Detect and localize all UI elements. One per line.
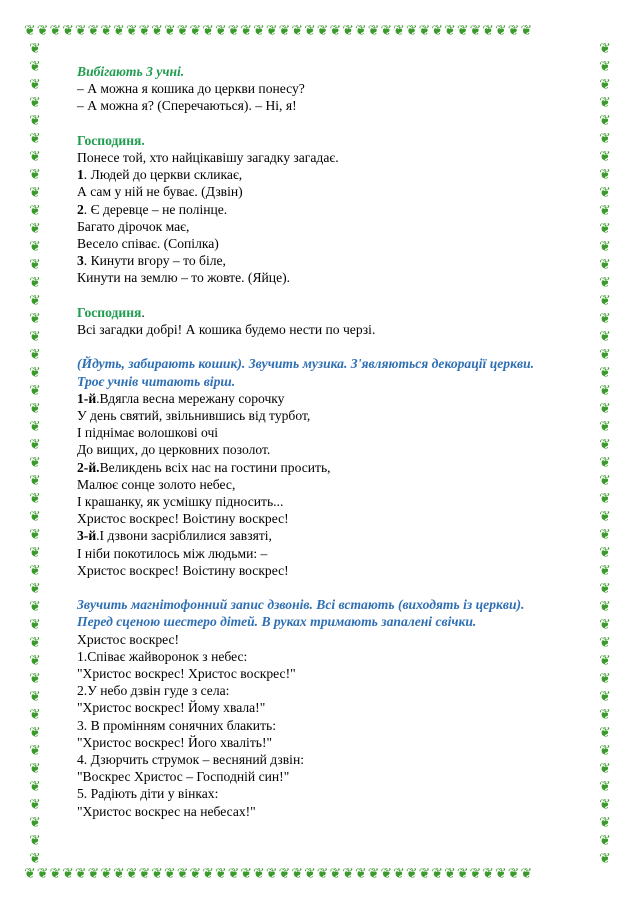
reader-label: 3-й [77, 528, 97, 544]
poem-line: І піднімає волошкові очі [77, 425, 219, 441]
poem-line: Христос воскрес! Воістину воскрес! [77, 562, 289, 578]
poem-text: .Вдягла весна мережану сорочку [96, 390, 285, 406]
poem-line: 3. В промінням сонячних блакить: [77, 717, 276, 733]
s3-heading: Господиня [77, 304, 142, 320]
riddle-2 [77, 201, 597, 218]
riddle-1 [77, 166, 597, 183]
poem-line: І ніби покотилось між людьми: – [77, 545, 268, 561]
poem-line: 5. Радіють діти у вінках: [77, 786, 219, 802]
poem-text: .І дзвони засріблилися завзяті, [96, 528, 272, 544]
poem-line: 1.Співає жайворонок з небес: [77, 648, 248, 664]
paragraph-gap [77, 579, 597, 596]
stage-direction [77, 355, 597, 372]
speaker-heading [77, 304, 597, 321]
speaker-heading [77, 132, 597, 149]
paragraph-gap [77, 115, 597, 132]
poem-line: "Воскрес Христос – Господній син!" [77, 769, 290, 785]
poem-line: "Христос воскрес! Йому хвала!" [77, 700, 266, 716]
stage-direction-heading [77, 63, 597, 80]
s1-heading: Вибігають 3 учні. [77, 64, 185, 79]
poem-line: 4. Дзюрчить струмок – весняний дзвін: [77, 752, 305, 768]
direction-text: Перед сценою шестеро дітей. В руках тримають запалені свічки. [77, 614, 477, 630]
poem-text: Великдень всіх нас на гостини просить, [99, 459, 331, 475]
reader-label: 2-й. [77, 459, 100, 475]
poem-line: У день святий, звільнившись від турбот, [77, 408, 311, 424]
ornament-border-right: ❦❦❦❦❦❦❦❦❦❦❦❦❦❦❦❦❦❦❦❦❦❦❦❦❦❦❦❦❦❦❦❦❦❦❦❦❦❦❦❦❦❦❦❦❦❦ [599, 41, 611, 865]
ornament-border-left: ❦❦❦❦❦❦❦❦❦❦❦❦❦❦❦❦❦❦❦❦❦❦❦❦❦❦❦❦❦❦❦❦❦❦❦❦❦❦❦❦❦❦❦❦❦❦ [29, 41, 41, 865]
text-line: А сам у ній не буває. (Дзвін) [77, 184, 243, 200]
poem-line [77, 527, 597, 544]
direction-text: Троє учнів читають вірш. [77, 373, 236, 389]
direction-text: (Йдуть, забирають кошик). Звучить музика. З'являються декорації церкви. [77, 356, 535, 372]
riddle-number: 2 [77, 201, 84, 217]
poem-line: Христос воскрес! Воістину воскрес! [77, 511, 289, 527]
ornament-border-top: ❦❦❦❦❦❦❦❦❦❦❦❦❦❦❦❦❦❦❦❦❦❦❦❦❦❦❦❦❦❦❦❦❦❦❦❦❦❦❦❦ [24, 23, 534, 39]
s2-heading: Господиня. [77, 132, 145, 148]
riddle-text: . Кинути вгору – то біле, [83, 253, 226, 269]
ornament-border-bottom: ❦❦❦❦❦❦❦❦❦❦❦❦❦❦❦❦❦❦❦❦❦❦❦❦❦❦❦❦❦❦❦❦❦❦❦❦❦❦❦❦ [24, 866, 534, 882]
text-line: Весело співає. (Сопілка) [77, 236, 219, 252]
riddle-number: 3 [77, 253, 84, 269]
text-line: Понесе той, хто найцікавішу загадку загадає. [77, 150, 339, 165]
direction-text: Звучить магнітофонний запис дзвонів. Всі встають (виходять із церкви). [77, 597, 525, 613]
poem-line: 2.У небо дзвін гуде з села: [77, 683, 230, 699]
text-line: Кинути на землю – то жовте. (Яйце). [77, 270, 291, 286]
poem-line: І крашанку, як усмішку підносить... [77, 494, 284, 510]
poem-line: "Христос воскрес на небесах!" [77, 803, 256, 819]
riddle-text: . Є деревце – не полінце. [83, 201, 228, 217]
text-line: – А можна я? (Сперечаються). – Ні, я! [77, 98, 297, 114]
text-line: Всі загадки добрі! А кошика будемо нести по черзі. [77, 322, 376, 338]
document-body [77, 63, 597, 820]
heading-dot: . [141, 304, 145, 320]
riddle-text: . Людей до церкви скликає, [83, 167, 243, 183]
poem-line [77, 390, 597, 407]
stage-direction [77, 613, 597, 630]
poem-line: До вищих, до церковних позолот. [77, 442, 271, 458]
stage-direction [77, 596, 597, 613]
riddle-3 [77, 252, 597, 269]
poem-line: Христос воскрес! [77, 631, 180, 647]
reader-label: 1-й [77, 390, 97, 406]
poem-line: "Христос воскрес! Христос воскрес!" [77, 666, 296, 682]
riddle-number: 1 [77, 167, 84, 183]
stage-direction [77, 373, 597, 390]
poem-line: Малює сонце золото небес, [77, 476, 236, 492]
poem-line: "Христос воскрес! Його хваліть!" [77, 734, 273, 750]
text-line: Багато дірочок має, [77, 218, 190, 234]
text-line: – А можна я кошика до церкви понесу? [77, 81, 305, 97]
paragraph-gap [77, 338, 597, 355]
paragraph-gap [77, 287, 597, 304]
poem-line [77, 459, 597, 476]
